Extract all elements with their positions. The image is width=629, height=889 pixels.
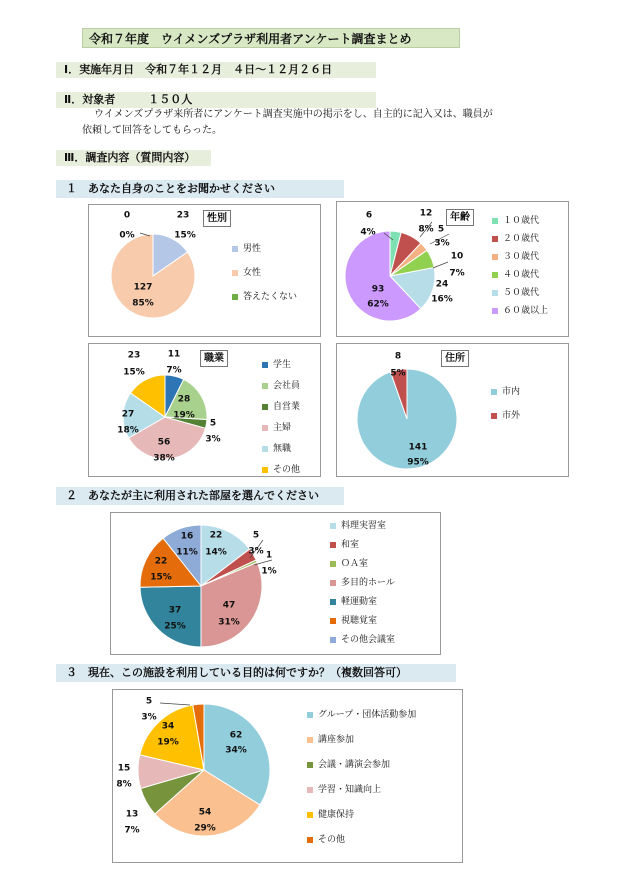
legend-item: 女性	[232, 267, 297, 279]
legend-swatch	[262, 383, 268, 389]
legend-item: 市外	[491, 410, 520, 422]
chart-age-legend	[492, 215, 548, 317]
legend-item: ＯＡ室	[330, 558, 395, 570]
legend-item: ５０歳代	[492, 287, 548, 299]
data-label: 62%	[367, 299, 389, 310]
legend-swatch	[492, 254, 498, 260]
legend-item: 多目的ホール	[330, 577, 395, 589]
legend-swatch	[262, 404, 268, 410]
legend-item: 答えたくない	[232, 291, 297, 303]
data-label: 23	[176, 210, 190, 221]
legend-item: ６０歳以上	[492, 305, 548, 317]
data-label: 16%	[431, 294, 453, 305]
legend-item: ３０歳代	[492, 251, 548, 263]
data-label: 93	[371, 284, 385, 295]
legend-item: 軽運動室	[330, 596, 395, 608]
data-label: 47	[222, 600, 236, 611]
legend-item: 無職	[262, 443, 300, 455]
data-label: 8	[394, 351, 402, 362]
legend-item: 和室	[330, 539, 395, 551]
legend-swatch	[262, 446, 268, 452]
data-label: 3%	[205, 434, 221, 445]
data-label: 1	[265, 550, 273, 561]
question-1: １ あなた自身のことをお聞かせください	[56, 180, 344, 198]
data-label: 38%	[153, 453, 175, 464]
data-label: 5	[437, 224, 445, 235]
chart-gender-legend	[232, 243, 297, 303]
legend-swatch	[307, 787, 313, 793]
legend-item: 会社員	[262, 380, 300, 392]
data-label: 27	[121, 409, 135, 420]
data-label: 23	[127, 350, 141, 361]
data-label: 19%	[173, 410, 195, 421]
legend-item: その他会議室	[330, 634, 395, 646]
data-label: 34%	[225, 745, 247, 756]
legend-swatch	[492, 290, 498, 296]
legend-swatch	[330, 523, 336, 529]
legend-item: その他	[307, 834, 416, 846]
chart-address-title: 住所	[441, 350, 469, 367]
legend-swatch	[492, 218, 498, 224]
data-label: 7%	[124, 825, 140, 836]
data-label: 127	[133, 282, 153, 293]
legend-item: １０歳代	[492, 215, 548, 227]
data-label: 10	[450, 251, 464, 262]
data-label: 5	[145, 696, 153, 707]
target-description-line1: ウイメンズプラザ来所者にアンケート調査実施中の掲示をし、自主的に記入又は、職員が	[94, 109, 493, 120]
legend-item: 市内	[491, 386, 520, 398]
data-label: 62	[229, 730, 243, 741]
question-3: ３ 現在、この施設を利用している目的は何ですか？（複数回答可）	[56, 664, 456, 682]
data-label: 3%	[248, 546, 264, 557]
legend-item: ２０歳代	[492, 233, 548, 245]
data-label: 15%	[150, 572, 172, 583]
data-label: 15%	[123, 367, 145, 378]
data-label: 18%	[117, 425, 139, 436]
legend-swatch	[491, 389, 497, 395]
data-label: 8%	[116, 779, 132, 790]
legend-item: 視聴覚室	[330, 615, 395, 627]
data-label: 13	[125, 809, 139, 820]
data-label: 12	[419, 208, 433, 219]
legend-item: その他	[262, 464, 300, 476]
legend-item: 学習・知識向上	[307, 784, 416, 796]
data-label: 56	[157, 437, 171, 448]
legend-item: 主婦	[262, 422, 300, 434]
legend-item: 男性	[232, 243, 297, 255]
legend-swatch	[492, 236, 498, 242]
data-label: 22	[209, 530, 223, 541]
legend-item: グループ・団体活動参加	[307, 709, 416, 721]
legend-swatch	[330, 561, 336, 567]
chart-age-title: 年齢	[446, 209, 474, 226]
data-label: 29%	[194, 823, 216, 834]
data-label: 5%	[390, 368, 406, 379]
data-label: 6	[365, 210, 373, 221]
legend-item: 自営業	[262, 401, 300, 413]
legend-swatch	[307, 837, 313, 843]
legend-item: ４０歳代	[492, 269, 548, 281]
data-label: 28	[177, 394, 191, 405]
data-label: 11%	[176, 547, 198, 558]
legend-swatch	[307, 812, 313, 818]
data-label: 3%	[141, 712, 157, 723]
legend-item: 会議・講演会参加	[307, 759, 416, 771]
legend-swatch	[330, 599, 336, 605]
legend-swatch	[262, 362, 268, 368]
section-target: Ⅱ．対象者 １５０人	[56, 92, 376, 108]
legend-swatch	[307, 712, 313, 718]
data-label: 19%	[157, 737, 179, 748]
data-label: 5	[252, 530, 260, 541]
data-label: 4%	[360, 227, 376, 238]
data-label: 3%	[434, 238, 450, 249]
data-label: 14%	[205, 547, 227, 558]
question-2: ２ あなたが主に利用された部屋を選んでください	[56, 487, 344, 505]
data-label: 31%	[218, 617, 240, 628]
legend-swatch	[232, 294, 238, 300]
legend-swatch	[491, 413, 497, 419]
data-label: 15	[117, 763, 131, 774]
data-label: 22	[154, 556, 168, 567]
legend-swatch	[330, 618, 336, 624]
section-contents: Ⅲ．調査内容（質問内容）	[56, 150, 211, 166]
data-label: 11	[167, 349, 181, 360]
data-label: 37	[168, 605, 182, 616]
chart-job-legend	[262, 359, 300, 476]
data-label: 1%	[261, 566, 277, 577]
data-label: 0%	[119, 230, 135, 241]
data-label: 25%	[164, 621, 186, 632]
data-label: 8%	[418, 224, 434, 235]
data-label: 95%	[407, 457, 429, 468]
page-title: 令和７年度 ウイメンズプラザ利用者アンケート調査まとめ	[82, 28, 460, 48]
legend-swatch	[492, 308, 498, 314]
chart-job-title: 職業	[200, 350, 228, 367]
legend-swatch	[262, 425, 268, 431]
legend-swatch	[307, 737, 313, 743]
legend-item: 学生	[262, 359, 300, 371]
data-label: 54	[198, 807, 212, 818]
chart-address-legend	[491, 386, 520, 422]
data-label: 85%	[132, 298, 154, 309]
data-label: 16	[180, 531, 194, 542]
data-label: 141	[408, 442, 428, 453]
data-label: 5	[209, 418, 217, 429]
legend-item: 講座参加	[307, 734, 416, 746]
legend-item: 健康保持	[307, 809, 416, 821]
legend-item: 料理実習室	[330, 520, 395, 532]
legend-swatch	[307, 762, 313, 768]
legend-swatch	[232, 246, 238, 252]
data-label: 7%	[449, 268, 465, 279]
chart-room-legend	[330, 520, 395, 646]
chart-gender-title: 性別	[203, 210, 231, 227]
legend-swatch	[232, 270, 238, 276]
legend-swatch	[492, 272, 498, 278]
data-label: 34	[161, 721, 175, 732]
legend-swatch	[330, 542, 336, 548]
legend-swatch	[262, 467, 268, 473]
target-description-line2: 依頼して回答をしてもらった。	[82, 125, 222, 136]
chart-purpose-legend	[307, 709, 416, 846]
data-label: 15%	[174, 230, 196, 241]
section-date: Ⅰ．実施年月日 令和７年１２月 ４日～１２月２６日	[56, 62, 376, 78]
legend-swatch	[330, 637, 336, 643]
data-label: 0	[123, 210, 131, 221]
data-label: 7%	[166, 365, 182, 376]
data-label: 24	[435, 279, 449, 290]
legend-swatch	[330, 580, 336, 586]
